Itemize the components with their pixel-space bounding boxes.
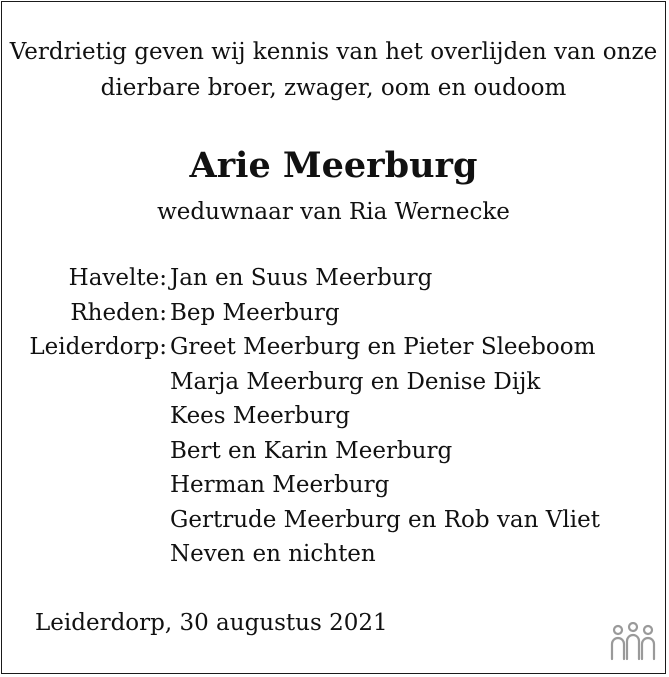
- family-names: Bert en Karin Meerburg: [170, 437, 453, 464]
- family-row: [2, 330, 667, 365]
- intro-text: [2, 34, 665, 106]
- family-names: Bep Meerburg: [170, 299, 340, 326]
- intro-line-1: Verdrietig geven wij kennis van het overlijden van onze: [9, 39, 658, 65]
- family-names: Gertrude Meerburg en Rob van Vliet: [170, 506, 600, 533]
- family-row: [2, 537, 667, 572]
- family-row: [2, 503, 667, 538]
- family-people-icon: [610, 622, 656, 662]
- family-row: [2, 296, 667, 331]
- family-names: Kees Meerburg: [170, 403, 350, 429]
- family-names: Neven en nichten: [170, 541, 376, 567]
- obituary-notice: [1, 1, 666, 674]
- spouse-subtitle: weduwnaar van Ria Wernecke: [157, 199, 510, 225]
- family-list: [2, 261, 667, 572]
- family-names: Herman Meerburg: [170, 472, 390, 498]
- intro-line-2: dierbare broer, zwager, oom en oudoom: [100, 75, 567, 101]
- family-place: Havelte:: [68, 265, 167, 291]
- place-date: Leiderdorp, 30 augustus 2021: [35, 610, 388, 636]
- family-row: [2, 468, 667, 503]
- deceased-name: Arie Meerburg: [189, 145, 478, 186]
- family-names: Greet Meerburg en Pieter Sleeboom: [170, 334, 596, 360]
- family-row: [2, 261, 667, 296]
- family-row: [2, 399, 667, 434]
- family-row: [2, 434, 667, 469]
- family-row: [2, 365, 667, 400]
- family-names: Jan en Suus Meerburg: [170, 265, 433, 291]
- family-place: Rheden:: [70, 299, 167, 326]
- family-place: Leiderdorp:: [29, 334, 167, 360]
- family-names: Marja Meerburg en Denise Dijk: [170, 368, 541, 395]
